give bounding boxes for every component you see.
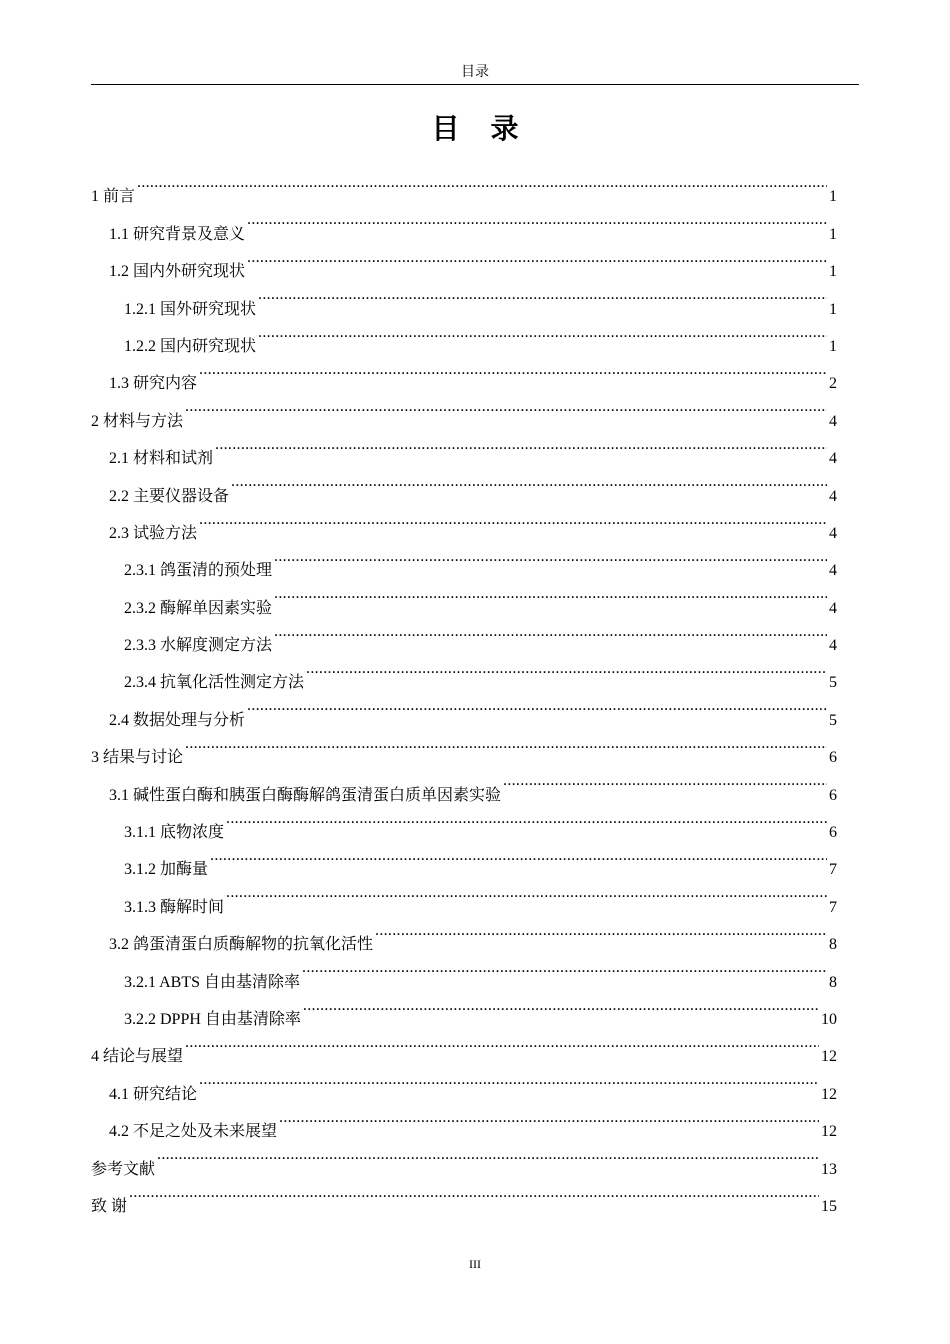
- toc-entry-label: 参考文献: [91, 1160, 156, 1178]
- toc-entry-label: 3.2.2 DPPH 自由基清除率: [124, 1010, 301, 1028]
- dot-leader: [226, 874, 827, 911]
- toc-entry-label: 3.1.1 底物浓度: [124, 824, 225, 842]
- toc-entry-page-number: 4: [829, 562, 837, 580]
- toc-entry[interactable]: [91, 426, 837, 468]
- toc-entry[interactable]: [91, 351, 837, 393]
- dot-leader: [247, 687, 827, 724]
- toc-entry[interactable]: [91, 388, 837, 430]
- toc-entry[interactable]: [91, 501, 837, 542]
- toc-entry-page-number: 8: [829, 936, 837, 954]
- toc-entry[interactable]: [91, 201, 837, 243]
- toc-entry-label: 1.1 研究背景及意义: [109, 225, 246, 243]
- dot-leader: [247, 239, 827, 276]
- toc-entry-page-number: 6: [829, 749, 837, 767]
- toc-entry-page-number: 1: [829, 337, 837, 355]
- toc-entry[interactable]: [91, 762, 837, 804]
- toc-entry-label: 2.3 试验方法: [109, 524, 198, 542]
- toc-entry[interactable]: [91, 1024, 837, 1066]
- dot-leader: [274, 613, 827, 650]
- toc-entry-page-number: 1: [829, 225, 837, 243]
- toc-entry-label: 2 材料与方法: [91, 412, 184, 430]
- toc-entry-page-number: 7: [829, 861, 837, 879]
- toc-entry-page-number: 12: [821, 1048, 837, 1066]
- toc-entry-label: 3.1 碱性蛋白酶和胰蛋白酶酶解鸽蛋清蛋白质单因素实验: [109, 786, 502, 804]
- toc-entry-label: 致 谢: [91, 1197, 128, 1215]
- toc-entry-page-number: 13: [821, 1160, 837, 1178]
- toc-entry-page-number: 1: [829, 300, 837, 318]
- toc-entry-label: 4.2 不足之处及未来展望: [109, 1123, 278, 1141]
- toc-entry-page-number: 6: [829, 824, 837, 842]
- page-header: 目录: [91, 62, 859, 85]
- toc-entry-page-number: 10: [821, 1010, 837, 1028]
- dot-leader: [503, 762, 827, 799]
- dot-leader: [302, 949, 827, 986]
- toc-entry-page-number: 1: [829, 263, 837, 281]
- toc-entry[interactable]: [91, 725, 837, 767]
- toc-entry-label: 3.2 鸽蛋清蛋白质酶解物的抗氧化活性: [109, 936, 374, 954]
- dot-leader: [258, 276, 827, 313]
- dot-leader: [274, 538, 827, 575]
- toc-entry-label: 1.2.1 国外研究现状: [124, 300, 257, 318]
- toc-entry-label: 4.1 研究结论: [109, 1085, 198, 1103]
- toc-entry-page-number: 5: [829, 674, 837, 692]
- dot-leader: [185, 1024, 819, 1061]
- toc-entry-label: 1 前言: [91, 188, 136, 206]
- toc-entry-page-number: 4: [829, 524, 837, 542]
- toc-entry-page-number: 2: [829, 375, 837, 393]
- toc-entry-page-number: 4: [829, 412, 837, 430]
- toc-entry[interactable]: [91, 1099, 837, 1141]
- dot-leader: [231, 463, 827, 500]
- toc-entry-page-number: 1: [829, 188, 837, 206]
- dot-leader: [199, 351, 827, 388]
- dot-leader: [303, 987, 819, 1024]
- toc-entry-page-number: 15: [821, 1197, 837, 1215]
- toc-entry-label: 2.3.1 鸽蛋清的预处理: [124, 562, 273, 580]
- page-title: 目 录: [431, 114, 531, 145]
- toc-entry-page-number: 7: [829, 898, 837, 916]
- toc-entry-page-number: 5: [829, 711, 837, 729]
- dot-leader: [226, 800, 827, 837]
- toc-entry-label: 4 结论与展望: [91, 1048, 184, 1066]
- toc-entry-page-number: 4: [829, 599, 837, 617]
- toc-entry-label: 2.3.2 酶解单因素实验: [124, 599, 273, 617]
- toc-entry-page-number: 12: [821, 1123, 837, 1141]
- toc-entry-label: 2.4 数据处理与分析: [109, 711, 246, 729]
- toc-entry-page-number: 4: [829, 487, 837, 505]
- dot-leader: [185, 388, 827, 425]
- dot-leader: [199, 501, 827, 538]
- toc-entry[interactable]: [91, 1136, 837, 1178]
- toc-entry-label: 1.2.2 国内研究现状: [124, 337, 257, 355]
- toc-entry-page-number: 6: [829, 786, 837, 804]
- toc-entry-label: 2.3.4 抗氧化活性测定方法: [124, 674, 305, 692]
- toc-entry[interactable]: [91, 164, 837, 206]
- table-of-contents: [91, 164, 837, 1215]
- toc-entry-label: 1.2 国内外研究现状: [109, 263, 246, 281]
- dot-leader: [157, 1136, 819, 1173]
- toc-entry-label: 3.1.2 加酶量: [124, 861, 209, 879]
- toc-entry-page-number: 4: [829, 450, 837, 468]
- dot-leader: [306, 650, 827, 687]
- toc-entry-label: 3 结果与讨论: [91, 749, 184, 767]
- dot-leader: [199, 1061, 819, 1098]
- dot-leader: [274, 575, 827, 612]
- toc-entry-page-number: 4: [829, 637, 837, 655]
- dot-leader: [247, 201, 827, 238]
- dot-leader: [137, 164, 827, 201]
- toc-entry-label: 3.1.3 酶解时间: [124, 898, 225, 916]
- toc-entry-label: 1.3 研究内容: [109, 375, 198, 393]
- dot-leader: [129, 1174, 819, 1211]
- toc-entry[interactable]: [91, 1174, 837, 1215]
- toc-entry-label: 2.1 材料和试剂: [109, 450, 214, 468]
- page-number: III: [469, 1257, 481, 1271]
- dot-leader: [375, 912, 827, 949]
- toc-entry-label: 3.2.1 ABTS 自由基清除率: [124, 973, 301, 991]
- dot-leader: [215, 426, 827, 463]
- toc-entry-label: 2.2 主要仪器设备: [109, 487, 230, 505]
- toc-entry-page-number: 8: [829, 973, 837, 991]
- dot-leader: [210, 837, 827, 874]
- dot-leader: [258, 314, 827, 351]
- toc-entry[interactable]: [91, 1061, 837, 1103]
- dot-leader: [279, 1099, 819, 1136]
- toc-entry-page-number: 12: [821, 1085, 837, 1103]
- toc-entry-label: 2.3.3 水解度测定方法: [124, 637, 273, 655]
- dot-leader: [185, 725, 827, 762]
- toc-entry[interactable]: [91, 538, 837, 580]
